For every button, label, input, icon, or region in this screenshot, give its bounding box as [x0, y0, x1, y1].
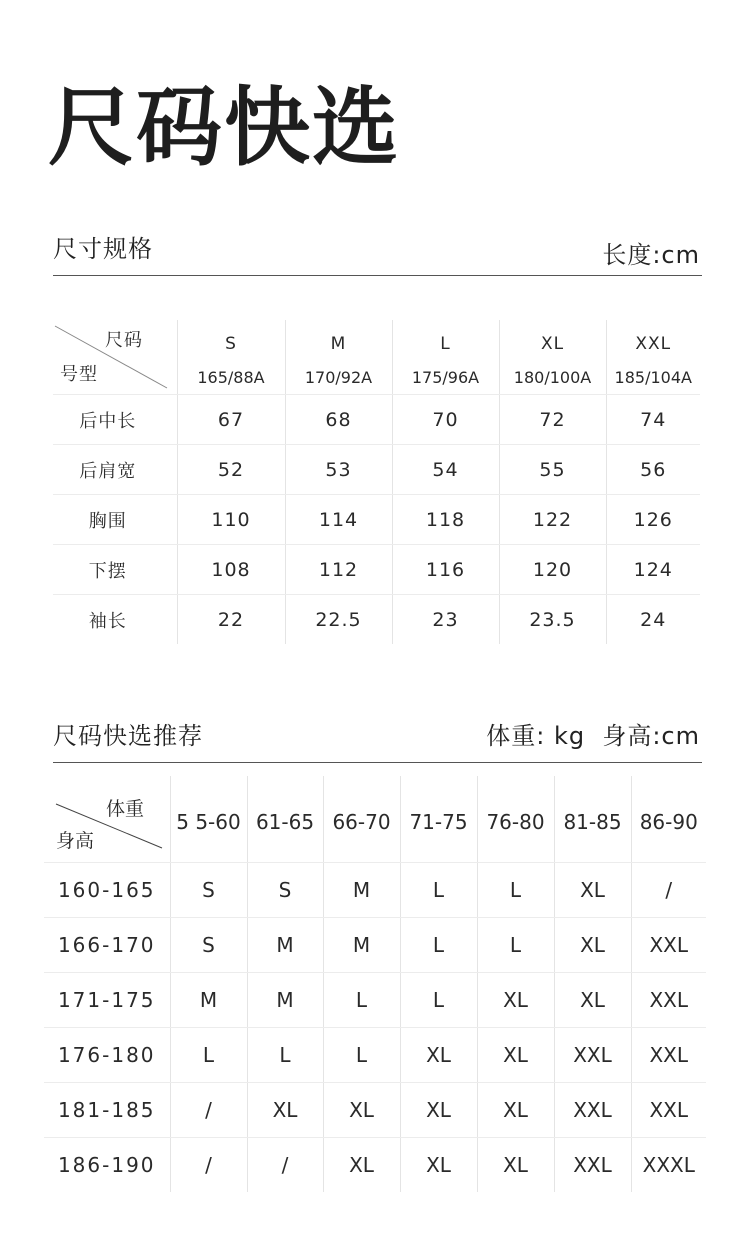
- table-row: [44, 1028, 706, 1083]
- size-code: 170/92A: [304, 367, 373, 387]
- table-row: [53, 495, 700, 545]
- table-cell: M: [170, 973, 247, 1028]
- weight-column-header: 71-75: [400, 776, 477, 863]
- height-label: 160-165: [44, 863, 170, 918]
- table-cell: L: [170, 1028, 247, 1083]
- size-spec-heading: 尺寸规格: [53, 235, 153, 263]
- corner-bottom-label: 号型: [60, 364, 98, 385]
- size-column-header: [285, 320, 392, 395]
- table-cell: 110: [177, 495, 285, 545]
- table-cell: 23.5: [499, 595, 606, 645]
- table-cell: M: [247, 918, 323, 973]
- size-recommend-table: [44, 776, 706, 1192]
- row-label: 胸围: [53, 495, 177, 545]
- height-label: 171-175: [44, 973, 170, 1028]
- table-cell: S: [247, 863, 323, 918]
- table-cell: 114: [285, 495, 392, 545]
- table-row: [44, 973, 706, 1028]
- table-row: [44, 918, 706, 973]
- table-cell: L: [400, 918, 477, 973]
- table-cell: L: [400, 973, 477, 1028]
- size-letter: XL: [540, 333, 565, 354]
- size-recommend-heading: 尺码快选推荐: [53, 722, 203, 750]
- size-recommend-unit: 体重: kg 身高:cm: [486, 722, 700, 750]
- table-row: [53, 595, 700, 645]
- weight-column-header: 5 5-60: [170, 776, 247, 863]
- table-cell: 108: [177, 545, 285, 595]
- size-recommend-header: [53, 712, 702, 763]
- table-cell: S: [170, 918, 247, 973]
- weight-column-header: 81-85: [554, 776, 631, 863]
- table-cell: XL: [554, 918, 631, 973]
- table-row: [53, 445, 700, 495]
- table-row: [44, 1083, 706, 1138]
- table-cell: XL: [247, 1083, 323, 1138]
- table-cell: 67: [177, 395, 285, 445]
- table-cell: 24: [606, 595, 700, 645]
- row-label: 下摆: [53, 545, 177, 595]
- table-cell: 68: [285, 395, 392, 445]
- table-cell: 74: [606, 395, 700, 445]
- weight-column-header: 76-80: [477, 776, 554, 863]
- table-row: [44, 1138, 706, 1193]
- table-cell: XL: [323, 1138, 400, 1193]
- page-title: 尺码快选: [48, 78, 400, 178]
- table-cell: 126: [606, 495, 700, 545]
- table-cell: XXL: [631, 918, 706, 973]
- table-cell: XL: [477, 973, 554, 1028]
- table-row: [53, 545, 700, 595]
- table-cell: L: [400, 863, 477, 918]
- table-cell: 72: [499, 395, 606, 445]
- table-row: [53, 395, 700, 445]
- size-letter: S: [225, 333, 237, 354]
- table-cell: 124: [606, 545, 700, 595]
- size-column-header: [606, 320, 700, 395]
- size-spec-unit: 长度:cm: [602, 241, 700, 269]
- height-label: 176-180: [44, 1028, 170, 1083]
- table-cell: XXL: [631, 1083, 706, 1138]
- height-label: 166-170: [44, 918, 170, 973]
- height-label: 181-185: [44, 1083, 170, 1138]
- height-label: 186-190: [57, 1153, 156, 1177]
- table-cell: XL: [400, 1083, 477, 1138]
- table-cell: M: [247, 973, 323, 1028]
- row-label: 后肩宽: [53, 445, 177, 495]
- corner-top-label: 尺码: [105, 330, 143, 351]
- table-cell: XL: [323, 1083, 400, 1138]
- table-cell: 116: [392, 545, 499, 595]
- table-cell: S: [170, 863, 247, 918]
- size-spec-header-row: [53, 320, 700, 395]
- table-cell: L: [247, 1028, 323, 1083]
- weight-header-row: [44, 776, 706, 863]
- size-column-header: [392, 320, 499, 395]
- table-row: [44, 863, 706, 918]
- size-spec-table: [53, 320, 700, 644]
- table-cell: XXL: [631, 1028, 706, 1083]
- table-cell: 54: [392, 445, 499, 495]
- size-code: 185/104A: [614, 367, 692, 387]
- table-cell: 122: [499, 495, 606, 545]
- size-letter: XXL: [635, 333, 672, 354]
- table-cell: 22: [177, 595, 285, 645]
- table-cell: XXL: [554, 1083, 631, 1138]
- table-cell: XL: [477, 1138, 554, 1193]
- table-cell: XXL: [554, 1028, 631, 1083]
- corner-top-label: 体重: [106, 798, 145, 820]
- table-cell: L: [477, 863, 554, 918]
- size-column-header: [499, 320, 606, 395]
- table-cell: /: [631, 863, 706, 918]
- row-label: 后中长: [53, 395, 177, 445]
- table-cell: 23: [392, 595, 499, 645]
- table-cell: 53: [285, 445, 392, 495]
- table-cell: L: [323, 1028, 400, 1083]
- corner-bottom-label: 身高: [56, 830, 95, 852]
- table-cell: /: [170, 1083, 247, 1138]
- row-label: 袖长: [88, 610, 127, 632]
- table-cell: XL: [477, 1083, 554, 1138]
- size-letter: M: [330, 333, 347, 354]
- table-cell: 120: [499, 545, 606, 595]
- weight-column-header: 86-90: [631, 776, 706, 863]
- table-cell: 118: [392, 495, 499, 545]
- table-cell: XL: [400, 1138, 477, 1193]
- size-code: 165/88A: [197, 367, 265, 387]
- weight-column-header: 66-70: [323, 776, 400, 863]
- table-cell: M: [323, 918, 400, 973]
- table-cell: XXL: [554, 1138, 631, 1193]
- size-letter: L: [440, 333, 451, 354]
- table-cell: M: [323, 863, 400, 918]
- table-cell: L: [477, 918, 554, 973]
- weight-column-header: 61-65: [247, 776, 323, 863]
- table-cell: 70: [392, 395, 499, 445]
- table-cell: 55: [499, 445, 606, 495]
- table-cell: 112: [285, 545, 392, 595]
- table-cell: 22.5: [285, 595, 392, 645]
- size-spec-corner-cell: [53, 320, 177, 395]
- table-cell: 52: [177, 445, 285, 495]
- table-cell: /: [170, 1138, 247, 1193]
- table-cell: XL: [554, 863, 631, 918]
- table-cell: /: [247, 1138, 323, 1193]
- size-code: 180/100A: [513, 367, 592, 387]
- size-spec-header: [53, 225, 702, 276]
- recommend-corner-cell: [44, 776, 170, 863]
- size-column-header: [177, 320, 285, 395]
- table-cell: XL: [554, 973, 631, 1028]
- table-cell: XXL: [631, 973, 706, 1028]
- size-code: 175/96A: [411, 367, 480, 387]
- table-cell: XL: [400, 1028, 477, 1083]
- table-cell: L: [323, 973, 400, 1028]
- table-cell: 56: [606, 445, 700, 495]
- table-cell: XXXL: [631, 1138, 706, 1193]
- table-cell: XL: [477, 1028, 554, 1083]
